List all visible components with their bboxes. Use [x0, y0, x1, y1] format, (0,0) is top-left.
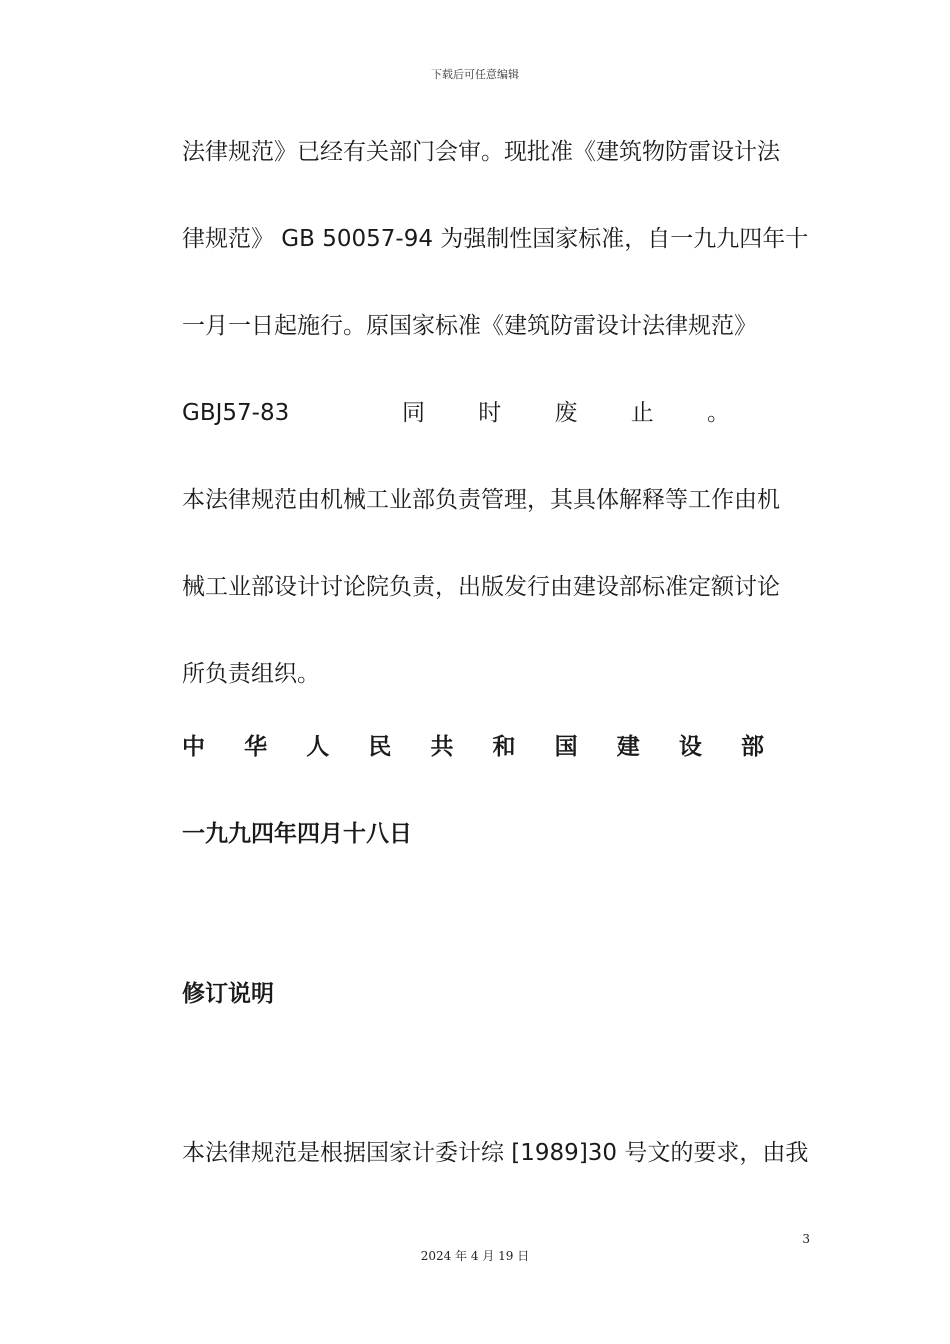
management-line-1: 本法律规范由机械工业部负责管理，其具体解释等工作由机	[182, 487, 780, 513]
issuer-char: 设	[678, 734, 702, 760]
revision-line: 本法律规范是根据国家计委计综 [1989]30 号文的要求，由我	[182, 1140, 808, 1166]
gbj-char: 废	[554, 400, 578, 426]
gbj-code: GBJ57-83	[182, 400, 290, 426]
management-line-2: 械工业部设计讨论院负责，出版发行由建设部标准定额讨论	[182, 574, 780, 600]
gbj-abolish-text	[402, 398, 730, 428]
issuer-char: 中	[182, 734, 205, 760]
gbj-char: 同	[402, 400, 425, 426]
issuer-char: 民	[368, 734, 392, 760]
gbj-char: 。	[707, 400, 730, 426]
issuer-char: 国	[554, 734, 578, 760]
header-note: 下载后可任意编辑	[431, 68, 519, 81]
body-line-3: 一月一日起施行。原国家标准《建筑防雷设计法律规范》	[182, 313, 757, 339]
footer-date: 2024 年 4 月 19 日	[420, 1249, 530, 1263]
body-line-2: 律规范》 GB 50057-94 为强制性国家标准，自一九九四年十	[182, 226, 808, 252]
issuer-char: 共	[430, 734, 454, 760]
issuer-char: 部	[740, 734, 764, 760]
issuer-char: 华	[244, 734, 268, 760]
issuer-name	[182, 732, 764, 762]
page-number: 3	[802, 1232, 810, 1246]
issuer-char: 和	[492, 734, 516, 760]
section-title: 修订说明	[182, 981, 274, 1007]
gbj-char: 止	[630, 400, 654, 426]
gbj-char: 时	[478, 400, 502, 426]
issue-date: 一九九四年四月十八日	[182, 821, 412, 847]
issuer-char: 人	[306, 734, 330, 760]
issuer-char: 建	[616, 734, 640, 760]
body-line-1: 法律规范》已经有关部门会审。现批准《建筑物防雷设计法	[182, 139, 780, 165]
management-line-3: 所负责组织。	[182, 661, 320, 687]
